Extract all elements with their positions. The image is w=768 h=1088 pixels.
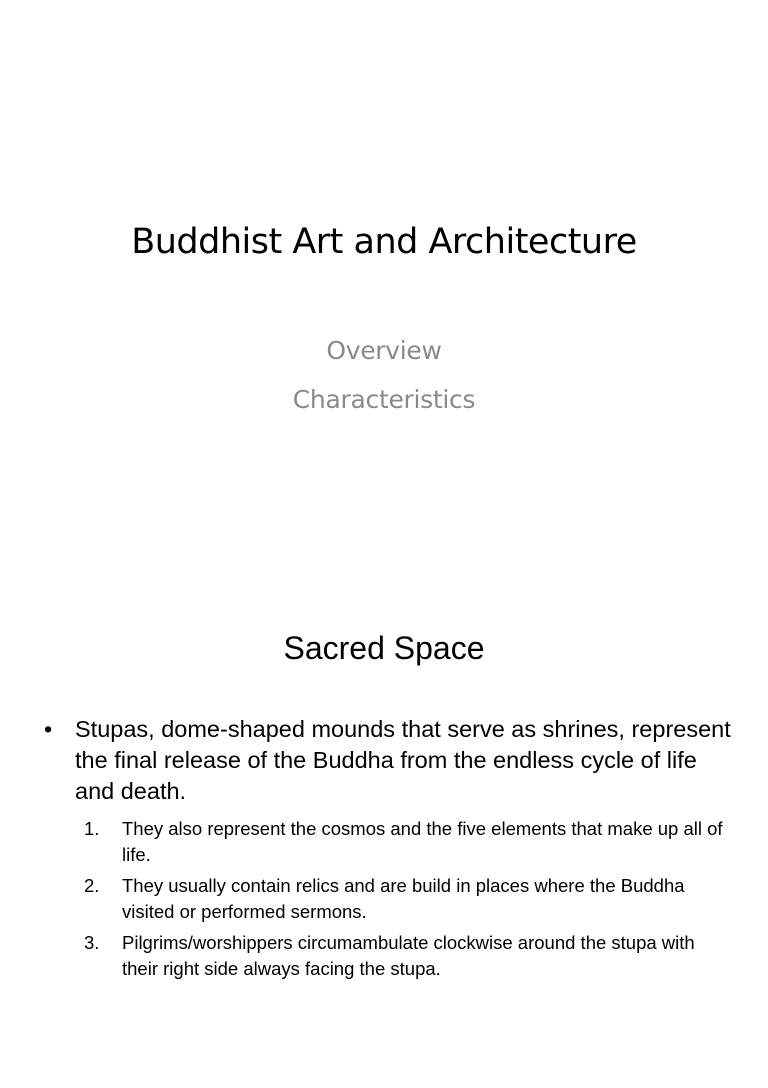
section-title: Sacred Space — [283, 630, 485, 666]
list-number: 3. — [84, 932, 100, 953]
slide-title: Buddhist Art and Architecture — [131, 222, 637, 262]
subtitle-characteristics: Characteristics — [292, 385, 476, 414]
list-text: Pilgrims/worshippers circumambulate clockwise around the stupa with their right side always facing the stupa. — [122, 932, 695, 979]
list-item — [84, 930, 724, 982]
bullet-marker: • — [44, 716, 53, 742]
subtitle-overview: Overview — [326, 336, 442, 365]
list-number: 2. — [84, 875, 100, 896]
list-item — [84, 816, 724, 868]
title-slide — [0, 0, 768, 512]
content-slide — [0, 576, 768, 1088]
list-item — [84, 873, 724, 925]
bullet-text: Stupas, dome-shaped mounds that serve as shrines, represent the final release of the Buddha from the endless cycle of life and death. — [75, 716, 731, 804]
list-text: They also represent the cosmos and the five elements that make up all of life. — [122, 818, 723, 865]
list-number: 1. — [84, 818, 100, 839]
list-text: They usually contain relics and are build in places where the Buddha visited or performed sermons. — [122, 875, 685, 922]
bullet-item — [44, 714, 734, 807]
subtitle-list — [0, 332, 768, 430]
numbered-list — [84, 816, 724, 987]
